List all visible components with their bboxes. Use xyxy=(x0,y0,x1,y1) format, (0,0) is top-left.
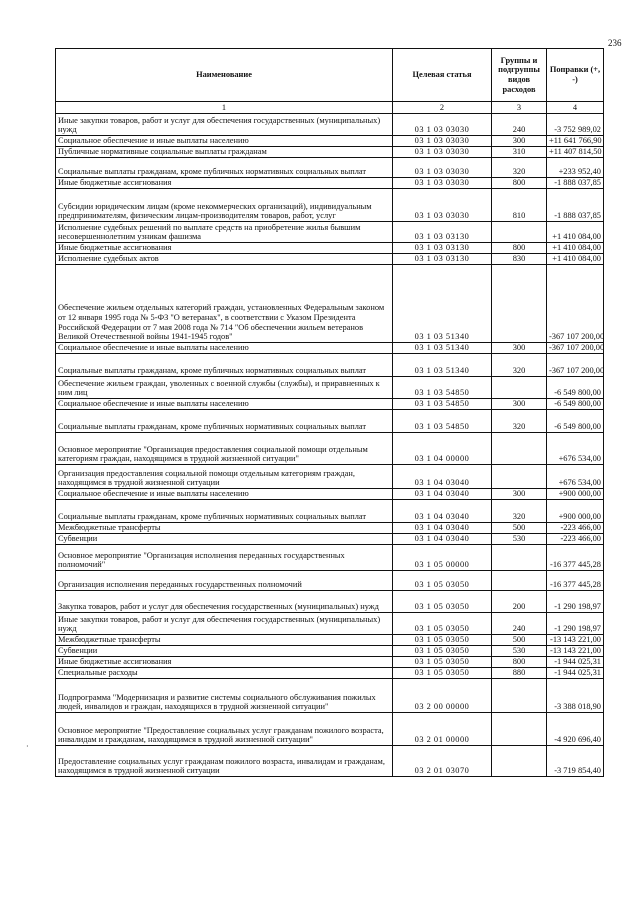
row-target-article: 03 1 03 03030 xyxy=(393,189,492,222)
table-row xyxy=(56,354,604,377)
row-amendment-amount: -1 290 198,97 xyxy=(547,591,604,613)
row-expense-group: 300 xyxy=(492,343,547,354)
row-amendment-amount: -16 377 445,28 xyxy=(547,571,604,591)
row-amendment-amount: -1 888 037,85 xyxy=(547,189,604,222)
row-target-article: 03 1 03 03130 xyxy=(393,222,492,243)
row-expense-group: 500 xyxy=(492,523,547,534)
row-name: Иные бюджетные ассигнования xyxy=(56,243,393,254)
row-expense-group xyxy=(492,222,547,243)
row-expense-group xyxy=(492,746,547,777)
row-name: Межбюджетные трансферты xyxy=(56,635,393,646)
row-name: Социальное обеспечение и иные выплаты населению xyxy=(56,399,393,410)
row-target-article: 03 1 03 54850 xyxy=(393,377,492,399)
row-name: Иные закупки товаров, работ и услуг для обеспечения государственных (муниципальных) нужд xyxy=(56,114,393,136)
table-row xyxy=(56,657,604,668)
header-expense-groups: Группы и подгруппы видов расходов xyxy=(492,49,547,102)
column-index: 4 xyxy=(547,102,604,114)
row-name: Основное мероприятие "Организация исполнения переданных государственных полномочий" xyxy=(56,545,393,571)
table-row xyxy=(56,265,604,343)
row-name: Социальные выплаты гражданам, кроме публичных нормативных социальных выплат xyxy=(56,410,393,433)
table-row xyxy=(56,343,604,354)
table-row xyxy=(56,158,604,178)
table-row xyxy=(56,222,604,243)
column-index: 1 xyxy=(56,102,393,114)
row-name: Обеспечение жильем граждан, уволенных с военной службы (службы), и приравненных к ним лиц xyxy=(56,377,393,399)
row-target-article: 03 1 05 03050 xyxy=(393,613,492,635)
row-name: Иные бюджетные ассигнования xyxy=(56,657,393,668)
table-row xyxy=(56,545,604,571)
row-name: Основное мероприятие "Предоставление социальных услуг гражданам пожилого возраста, инвалидам и гражданам, находящимся в трудной жизненной ситуации" xyxy=(56,713,393,746)
row-amendment-amount: -367 107 200,00 xyxy=(547,265,604,343)
row-name: Обеспечение жильем отдельных категорий граждан, установленных Федеральным законом от 12 января 1995 года № 5-ФЗ "О ветеранах", в соответствии с Указом Президента Российской Федерации от 7 мая 2008 года № 714 "Об обеспечении жильем ветеранов Великой Отечественной войны 1941-1945 годов" xyxy=(56,265,393,343)
row-amendment-amount: -6 549 800,00 xyxy=(547,399,604,410)
row-amendment-amount: +900 000,00 xyxy=(547,500,604,523)
table-row xyxy=(56,523,604,534)
table-row xyxy=(56,433,604,465)
header-target-article: Целевая статья xyxy=(393,49,492,102)
row-name: Подпрограмма "Модернизация и развитие системы социального обслуживания пожилых людей, инвалидов и граждан, находящихся в трудной жизненной ситуации" xyxy=(56,679,393,713)
row-expense-group xyxy=(492,433,547,465)
table-row xyxy=(56,489,604,500)
table-row xyxy=(56,147,604,158)
row-target-article: 03 1 04 03040 xyxy=(393,534,492,545)
row-target-article: 03 1 03 03130 xyxy=(393,254,492,265)
row-target-article: 03 1 04 03040 xyxy=(393,489,492,500)
row-expense-group: 830 xyxy=(492,254,547,265)
row-name: Иные закупки товаров, работ и услуг для обеспечения государственных (муниципальных) нужд xyxy=(56,613,393,635)
row-target-article: 03 1 05 03050 xyxy=(393,635,492,646)
row-amendment-amount: +11 641 766,90 xyxy=(547,136,604,147)
row-name: Социальные выплаты гражданам, кроме публичных нормативных социальных выплат xyxy=(56,500,393,523)
header-amendments: Поправки (+, -) xyxy=(547,49,604,102)
row-target-article: 03 1 05 03050 xyxy=(393,657,492,668)
row-expense-group: 240 xyxy=(492,613,547,635)
row-name: Субсидии юридическим лицам (кроме некоммерческих организаций), индивидуальным предпринимателям, физическим лицам-производителям товаров, работ, услуг xyxy=(56,189,393,222)
row-target-article: 03 1 03 51340 xyxy=(393,343,492,354)
table-header-row xyxy=(56,49,604,102)
table-row xyxy=(56,713,604,746)
row-amendment-amount: -1 888 037,85 xyxy=(547,178,604,189)
row-amendment-amount: -6 549 800,00 xyxy=(547,410,604,433)
row-name: Социальное обеспечение и иные выплаты населению xyxy=(56,136,393,147)
row-target-article: 03 1 05 03050 xyxy=(393,646,492,657)
margin-mark: · xyxy=(26,742,29,751)
column-index-row xyxy=(56,102,604,114)
row-target-article: 03 1 03 54850 xyxy=(393,399,492,410)
table-row xyxy=(56,571,604,591)
row-amendment-amount: -3 752 989,02 xyxy=(547,114,604,136)
row-amendment-amount: -1 944 025,31 xyxy=(547,668,604,679)
row-target-article: 03 1 03 03130 xyxy=(393,243,492,254)
row-target-article: 03 1 05 03050 xyxy=(393,668,492,679)
row-target-article: 03 1 03 03030 xyxy=(393,158,492,178)
table-row xyxy=(56,136,604,147)
table-row xyxy=(56,410,604,433)
row-target-article: 03 1 03 51340 xyxy=(393,265,492,343)
row-expense-group: 800 xyxy=(492,243,547,254)
table-row xyxy=(56,178,604,189)
row-amendment-amount: +11 407 814,50 xyxy=(547,147,604,158)
row-name: Исполнение судебных актов xyxy=(56,254,393,265)
table-row xyxy=(56,646,604,657)
row-amendment-amount: +1 410 084,00 xyxy=(547,243,604,254)
row-name: Субвенции xyxy=(56,646,393,657)
row-target-article: 03 2 00 00000 xyxy=(393,679,492,713)
row-name: Социальные выплаты гражданам, кроме публичных нормативных социальных выплат xyxy=(56,354,393,377)
row-expense-group: 530 xyxy=(492,534,547,545)
row-expense-group: 320 xyxy=(492,354,547,377)
row-amendment-amount: -3 719 854,40 xyxy=(547,746,604,777)
row-name: Предоставление социальных услуг гражданам пожилого возраста, инвалидам и гражданам, находящимся в трудной жизненной ситуации xyxy=(56,746,393,777)
row-target-article: 03 1 05 00000 xyxy=(393,545,492,571)
row-amendment-amount: -13 143 221,00 xyxy=(547,646,604,657)
row-expense-group xyxy=(492,265,547,343)
row-amendment-amount: +1 410 084,00 xyxy=(547,254,604,265)
row-name: Специальные расходы xyxy=(56,668,393,679)
table-row xyxy=(56,679,604,713)
row-name: Закупка товаров, работ и услуг для обеспечения государственных (муниципальных) нужд xyxy=(56,591,393,613)
header-name: Наименование xyxy=(56,49,393,102)
row-amendment-amount: -13 143 221,00 xyxy=(547,635,604,646)
row-expense-group xyxy=(492,571,547,591)
row-expense-group: 800 xyxy=(492,657,547,668)
column-index: 3 xyxy=(492,102,547,114)
row-target-article: 03 1 03 03030 xyxy=(393,147,492,158)
row-target-article: 03 1 04 03040 xyxy=(393,500,492,523)
row-expense-group: 880 xyxy=(492,668,547,679)
row-expense-group: 320 xyxy=(492,158,547,178)
table-row xyxy=(56,189,604,222)
row-expense-group xyxy=(492,545,547,571)
row-target-article: 03 1 04 03040 xyxy=(393,465,492,489)
row-amendment-amount: +676 534,00 xyxy=(547,433,604,465)
row-name: Межбюджетные трансферты xyxy=(56,523,393,534)
row-amendment-amount: +1 410 084,00 xyxy=(547,222,604,243)
table-row xyxy=(56,635,604,646)
row-expense-group: 240 xyxy=(492,114,547,136)
page-number: 236 xyxy=(608,38,622,48)
row-name: Социальные выплаты гражданам, кроме публичных нормативных социальных выплат xyxy=(56,158,393,178)
row-expense-group: 530 xyxy=(492,646,547,657)
row-name: Публичные нормативные социальные выплаты гражданам xyxy=(56,147,393,158)
row-target-article: 03 1 04 00000 xyxy=(393,433,492,465)
row-expense-group: 310 xyxy=(492,147,547,158)
row-expense-group xyxy=(492,465,547,489)
row-amendment-amount: -367 107 200,00 xyxy=(547,354,604,377)
table-row xyxy=(56,377,604,399)
table-row xyxy=(56,534,604,545)
table-row xyxy=(56,399,604,410)
table-row xyxy=(56,243,604,254)
row-amendment-amount: -223 466,00 xyxy=(547,523,604,534)
row-target-article: 03 1 03 03030 xyxy=(393,114,492,136)
row-amendment-amount: -1 944 025,31 xyxy=(547,657,604,668)
row-amendment-amount: -367 107 200,00 xyxy=(547,343,604,354)
table-row xyxy=(56,746,604,777)
row-name: Социальное обеспечение и иные выплаты населению xyxy=(56,343,393,354)
row-amendment-amount: -6 549 800,00 xyxy=(547,377,604,399)
table-row xyxy=(56,465,604,489)
row-expense-group xyxy=(492,377,547,399)
row-target-article: 03 1 03 03030 xyxy=(393,178,492,189)
table-row xyxy=(56,114,604,136)
row-name: Организация исполнения переданных государственных полномочий xyxy=(56,571,393,591)
table-row xyxy=(56,668,604,679)
table-row xyxy=(56,591,604,613)
row-target-article: 03 1 03 54850 xyxy=(393,410,492,433)
row-amendment-amount: -1 290 198,97 xyxy=(547,613,604,635)
row-name: Социальное обеспечение и иные выплаты населению xyxy=(56,489,393,500)
row-expense-group: 320 xyxy=(492,500,547,523)
table-row xyxy=(56,613,604,635)
row-amendment-amount: +233 952,40 xyxy=(547,158,604,178)
row-expense-group: 810 xyxy=(492,189,547,222)
row-expense-group: 500 xyxy=(492,635,547,646)
row-target-article: 03 1 05 03050 xyxy=(393,571,492,591)
row-name: Основное мероприятие "Организация предоставления социальной помощи отдельным категориям граждан, находящимся в трудной жизненной ситуации" xyxy=(56,433,393,465)
table-body xyxy=(56,114,604,777)
row-expense-group: 300 xyxy=(492,399,547,410)
column-index: 2 xyxy=(393,102,492,114)
row-target-article: 03 1 03 03030 xyxy=(393,136,492,147)
row-expense-group xyxy=(492,679,547,713)
row-expense-group: 200 xyxy=(492,591,547,613)
row-target-article: 03 2 01 00000 xyxy=(393,713,492,746)
row-expense-group: 300 xyxy=(492,489,547,500)
row-target-article: 03 1 05 03050 xyxy=(393,591,492,613)
row-name: Организация предоставления социальной помощи отдельным категориям граждан, находящимся в трудной жизненной ситуации xyxy=(56,465,393,489)
row-expense-group: 300 xyxy=(492,136,547,147)
row-name: Иные бюджетные ассигнования xyxy=(56,178,393,189)
row-amendment-amount: -223 466,00 xyxy=(547,534,604,545)
row-name: Субвенции xyxy=(56,534,393,545)
row-amendment-amount: +676 534,00 xyxy=(547,465,604,489)
row-amendment-amount: -16 377 445,28 xyxy=(547,545,604,571)
table-row xyxy=(56,254,604,265)
row-target-article: 03 1 04 03040 xyxy=(393,523,492,534)
row-expense-group: 320 xyxy=(492,410,547,433)
row-name: Исполнение судебных решений по выплате средств на приобретение жилья бывшим несовершеннолетним узникам фашизма xyxy=(56,222,393,243)
row-target-article: 03 2 01 03070 xyxy=(393,746,492,777)
row-expense-group: 800 xyxy=(492,178,547,189)
row-amendment-amount: -3 388 018,90 xyxy=(547,679,604,713)
budget-amendments-table xyxy=(55,48,604,777)
table-row xyxy=(56,500,604,523)
row-amendment-amount: +900 000,00 xyxy=(547,489,604,500)
row-target-article: 03 1 03 51340 xyxy=(393,354,492,377)
row-expense-group xyxy=(492,713,547,746)
row-amendment-amount: -4 920 696,40 xyxy=(547,713,604,746)
